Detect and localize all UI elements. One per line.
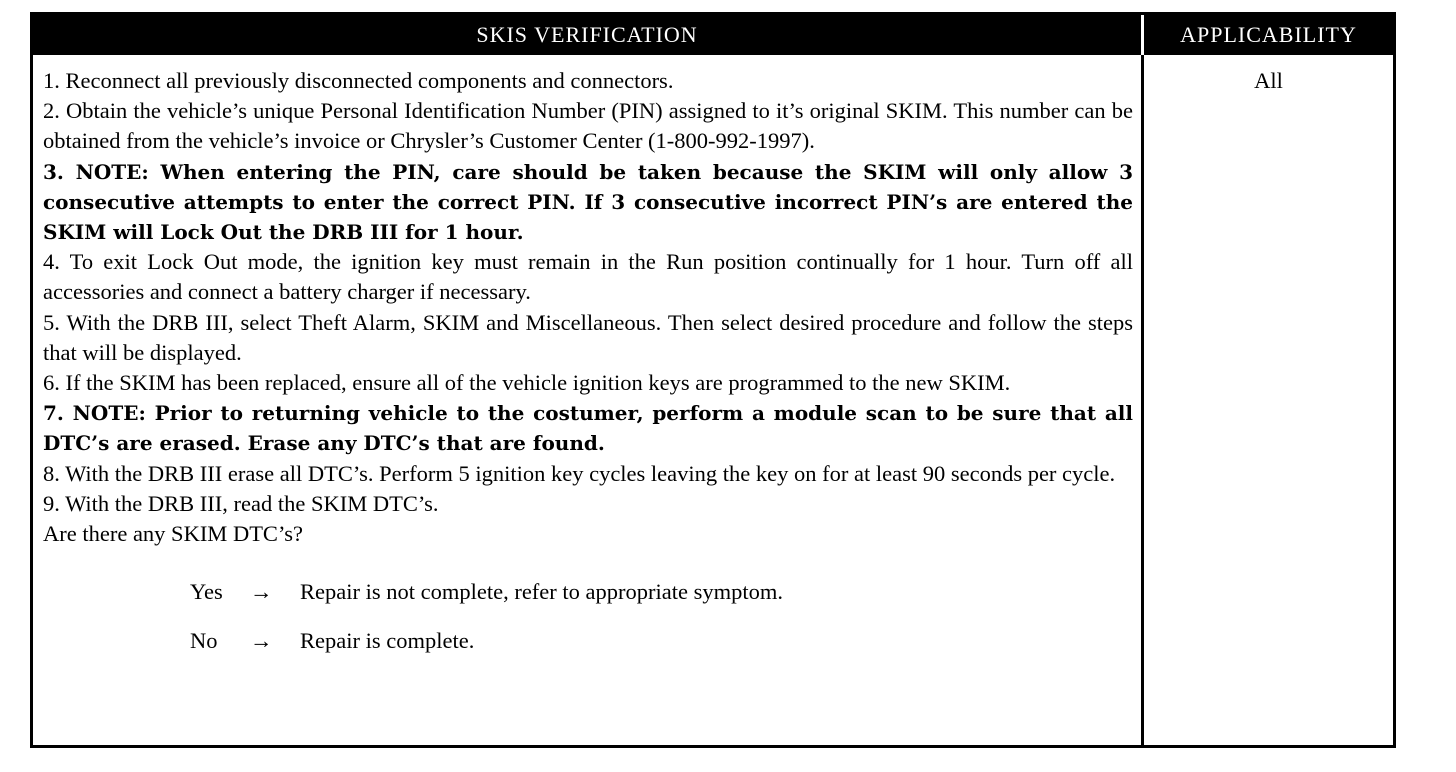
step-2: 2. Obtain the vehicle’s unique Personal Identification Number (PIN) assigned to it’s original SKIM. This number can be obtained from the vehicle’s invoice or Chrysler’s Customer Center (1-800-992-1997). — [43, 98, 1133, 154]
right-arrow-icon: → — [250, 627, 273, 653]
step-8: 8. With the DRB III erase all DTC’s. Perform 5 ignition key cycles leaving the key on for at least 90 seconds per cycle. — [43, 460, 1116, 486]
answer-yes-row — [43, 567, 1133, 616]
step-4: 4. To exit Lock Out mode, the ignition key must remain in the Run position continually for 1 hour. Turn off all accessories and connect a battery charger if necessary. — [43, 249, 1133, 305]
step-9: 9. With the DRB III, read the SKIM DTC’s. — [43, 490, 439, 516]
answer-yes-result: Repair is not complete, refer to appropriate symptom. — [300, 578, 783, 604]
verification-table — [30, 12, 1396, 748]
table-header-title: SKIS VERIFICATION — [33, 15, 1141, 55]
applicability-value: All — [1254, 68, 1283, 93]
step-6: 6. If the SKIM has been replaced, ensure all of the vehicle ignition keys are programmed to the new SKIM. — [43, 370, 1011, 396]
step-5: 5. With the DRB III, select Theft Alarm, SKIM and Miscellaneous. Then select desired procedure and follow the steps that will be displayed. — [43, 309, 1133, 365]
answer-no-result: Repair is complete. — [300, 627, 475, 653]
answer-no-row — [43, 616, 1133, 665]
right-arrow-icon: → — [250, 578, 273, 604]
answer-list — [43, 567, 1133, 665]
answer-yes-label: Yes — [190, 578, 223, 604]
column-divider — [1141, 55, 1144, 745]
step-7-note: 7. NOTE: Prior to returning vehicle to the costumer, perform a module scan to be sure that all DTC’s are erased. Erase any DTC’s that are found. — [43, 401, 1133, 456]
question: Are there any SKIM DTC’s? — [43, 521, 303, 547]
table-header-applicability: APPLICABILITY — [1144, 15, 1393, 55]
procedure-steps — [43, 66, 1133, 665]
answer-no-label: No — [190, 627, 218, 653]
step-1: 1. Reconnect all previously disconnected components and connectors. — [43, 68, 674, 93]
step-3-note: 3. NOTE: When entering the PIN, care should be taken because the SKIM will only allow 3 consecutive attempts to enter the correct PIN. If 3 consecutive incorrect PIN’s are entered the SKIM will Lock Out the DRB III for 1 hour. — [43, 159, 1133, 245]
